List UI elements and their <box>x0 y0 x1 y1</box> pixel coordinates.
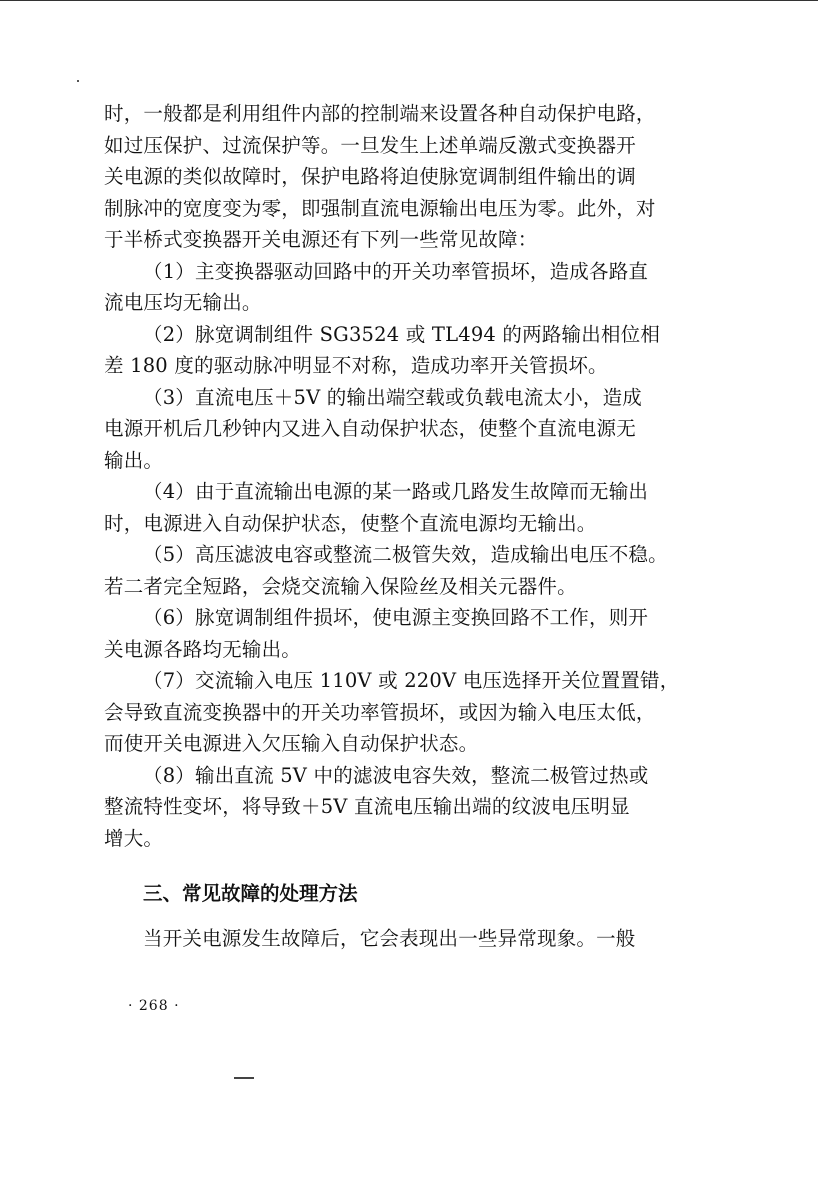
text-line: 而使开关电源进入欠压输入自动保护状态。 <box>104 732 479 755</box>
fault-item-1 <box>104 256 684 319</box>
page-body <box>104 98 684 954</box>
text-line: （7）交流输入电压 110V 或 220V 电压选择开关位置置错， <box>143 669 680 692</box>
closing-line: 当开关电源发生故障后，它会表现出一些异常现象。一般 <box>143 926 636 950</box>
fault-item-5 <box>104 539 684 602</box>
page-number: · 268 · <box>128 998 180 1014</box>
fault-item-2 <box>104 319 684 382</box>
text-line: 制脉冲的宽度变为零，即强制直流电源输出电压为零。此外，对 <box>104 196 656 220</box>
text-line: 关电源的类似故障时，保护电路将迫使脉宽调制组件输出的调 <box>104 165 636 188</box>
text-line: 增大。 <box>104 826 164 850</box>
text-line: （1）主变换器驱动回路中的开关功率管损坏，造成各路直 <box>143 259 649 283</box>
text-line: （2）脉宽调制组件 SG3524 或 TL494 的两路输出相位相 <box>143 322 661 346</box>
text-line: （3）直流电压＋5V 的输出端空载或负载电流太小，造成 <box>143 385 642 409</box>
fault-item-3 <box>104 382 684 477</box>
scan-speck <box>77 80 79 82</box>
text-line: 差 180 度的驱动脉冲明显不对称，造成功率开关管损坏。 <box>104 354 608 377</box>
text-line: 电源开机后几秒钟内又进入自动保护状态，使整个直流电源无 <box>104 417 636 440</box>
fault-item-7 <box>104 665 684 760</box>
text-line: （8）输出直流 5V 中的滤波电容失效，整流二极管过热或 <box>143 763 649 787</box>
text-line: 如过压保护、过流保护等。一旦发生上述单端反激式变换器开 <box>104 133 636 157</box>
text-line: 输出。 <box>104 448 164 472</box>
text-line: 关电源各路均无输出。 <box>104 637 302 661</box>
fault-item-4 <box>104 476 684 539</box>
section-heading: 三、常见故障的处理方法 <box>143 882 358 905</box>
text-line: （6）脉宽调制组件损坏，使电源主变换回路不工作，则开 <box>143 606 649 629</box>
text-line: （5）高压滤波电容或整流二极管失效，造成输出电压不稳。 <box>143 543 668 566</box>
fault-item-8 <box>104 760 684 855</box>
text-line: （4）由于直流输出电源的某一路或几路发生故障而无输出 <box>143 480 649 503</box>
text-line: 于半桥式变换器开关电源还有下列一些常见故障： <box>104 228 538 251</box>
bottom-mark <box>234 1077 254 1079</box>
text-line: 流电压均无输出。 <box>104 291 262 314</box>
text-line: 时，一般都是利用组件内部的控制端来设置各种自动保护电路， <box>104 102 656 125</box>
intro-paragraph <box>104 98 684 256</box>
text-line: 时，电源进入自动保护状态，使整个直流电源均无输出。 <box>104 511 597 535</box>
fault-item-6 <box>104 602 684 665</box>
text-line: 若二者完全短路，会烧交流输入保险丝及相关元器件。 <box>104 574 577 598</box>
top-border-line <box>0 0 818 1</box>
text-line: 会导致直流变换器中的开关功率管损坏，或因为输入电压太低， <box>104 700 656 724</box>
text-line: 整流特性变坏，将导致＋5V 直流电压输出端的纹波电压明显 <box>104 795 630 818</box>
